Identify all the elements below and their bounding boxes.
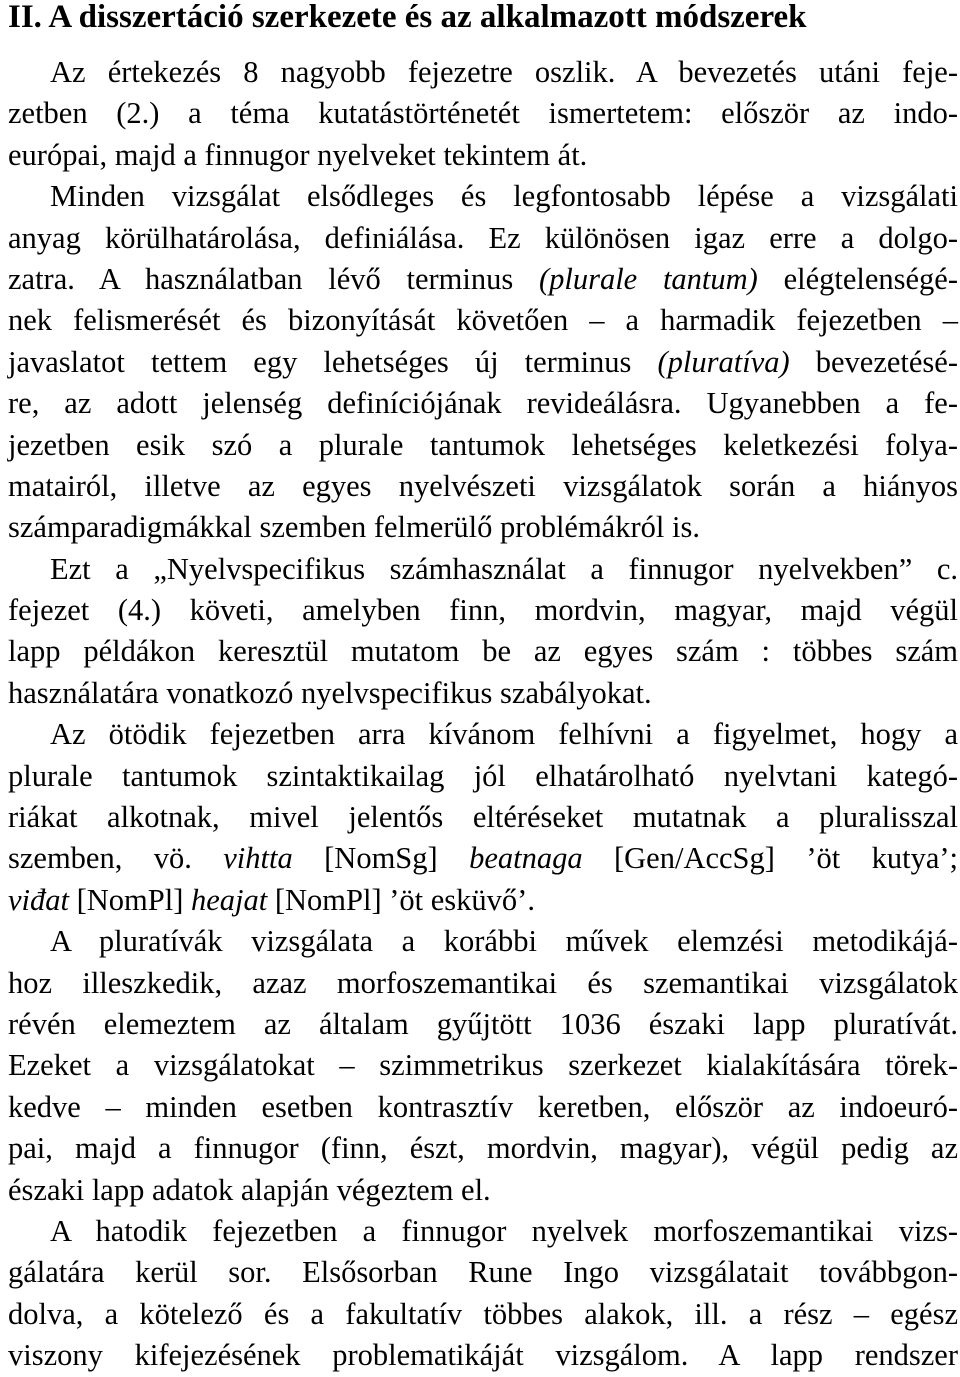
text-line xyxy=(8,1211,958,1252)
text-segment: lapp példákon keresztül mutatom be az egyes szám : többes szám xyxy=(8,634,958,669)
text-segment: révén elemeztem az általam gyűjtött 1036 északi lapp pluratívát. xyxy=(8,1006,958,1041)
text-segment: Az értekezés 8 nagyobb fejezetre oszlik. A bevezetés utáni feje- xyxy=(50,55,958,89)
text-segment: Minden vizsgálat elsődleges és legfontosabb lépése a vizsgálati xyxy=(50,179,958,214)
text-line xyxy=(8,756,958,797)
italic-term: (pluratíva) xyxy=(657,344,790,379)
text-line xyxy=(8,1087,958,1128)
text-segment: gálatára kerül sor. Elsősorban Rune Ingo vizsgálatait továbbgon- xyxy=(8,1255,958,1290)
text-segment: zatra. A használatban lévő terminus xyxy=(8,261,539,296)
section-heading: II. A disszertáció szerkezete és az alkalmazott módszerek xyxy=(8,0,807,35)
text-segment: matairól, illetve az egyes nyelvészeti vizsgálatok során a hiányos xyxy=(8,468,958,503)
italic-term: (plurale tantum) xyxy=(538,261,758,296)
text-segment: számparadigmákkal szemben felmerülő problémákról is. xyxy=(8,510,700,545)
text-segment: A hatodik fejezetben a finnugor nyelvek morfoszemantikai vizs- xyxy=(50,1213,958,1248)
text-segment: fejezet (4.) követi, amelyben finn, mordvin, magyar, majd végül xyxy=(8,593,958,628)
text-line xyxy=(8,1170,958,1211)
text-segment: anyag körülhatárolása, definiálása. Ez különösen igaz erre a dolgo- xyxy=(8,220,958,255)
text-line xyxy=(8,714,958,755)
text-line xyxy=(8,383,958,424)
text-segment: re, az adott jelenség definíciójának revideálásra. Ugyanebben a fe- xyxy=(8,386,958,421)
text-segment: riákat alkotnak, mivel jelentős eltéréseket mutatnak a pluralisszal xyxy=(8,800,958,835)
text-segment: északi lapp adatok alapján végeztem el. xyxy=(8,1172,491,1207)
italic-term: vihtta xyxy=(223,841,293,876)
text-line xyxy=(8,1045,958,1086)
text-segment: A pluratívák vizsgálata a korábbi művek elemzési metodikájá- xyxy=(50,924,958,959)
text-segment: [NomPl] ’öt esküvő’. xyxy=(267,882,535,917)
text-line xyxy=(8,176,958,217)
text-segment: kedve – minden esetben kontrasztív keretben, először az indoeuró- xyxy=(8,1089,958,1124)
text-line xyxy=(8,921,958,962)
text-line xyxy=(8,300,958,341)
text-segment: bevezetésé- xyxy=(789,344,958,379)
text-line xyxy=(8,135,958,176)
text-line xyxy=(8,342,958,383)
document-page xyxy=(8,0,958,1377)
text-segment: jezetben esik szó a plurale tantumok lehetséges keletkezési folya- xyxy=(8,427,958,462)
text-line xyxy=(8,590,958,631)
text-line xyxy=(8,673,958,714)
text-line xyxy=(8,631,958,672)
text-segment: plurale tantumok szintaktikailag jól elhatárolható nyelvtani kategó- xyxy=(8,758,958,793)
text-line xyxy=(8,52,958,93)
italic-term: beatnaga xyxy=(469,841,583,876)
text-line xyxy=(8,880,958,921)
text-segment: Ezt a „Nyelvspecifikus számhasználat a finnugor nyelvekben” c. xyxy=(50,551,958,586)
text-line xyxy=(8,1335,958,1376)
text-line xyxy=(8,797,958,838)
text-line xyxy=(8,93,958,134)
text-segment: európai, majd a finnugor nyelveket tekintem át. xyxy=(8,137,588,172)
text-line xyxy=(8,838,958,879)
text-segment: viszony kifejezésének problematikáját vizsgálom. A lapp rendszer xyxy=(8,1338,958,1373)
text-line xyxy=(8,549,958,590)
text-line xyxy=(8,466,958,507)
text-segment: Ezeket a vizsgálatokat – szimmetrikus szerkezet kialakítására törek- xyxy=(8,1048,958,1083)
text-segment: használatára vonatkozó nyelvspecifikus szabályokat. xyxy=(8,675,652,710)
text-segment: nek felismerését és bizonyítását követően – a harmadik fejezetben – xyxy=(8,303,958,338)
text-line xyxy=(8,1004,958,1045)
text-segment: [Gen/AccSg] ’öt kutya’; xyxy=(582,841,958,876)
text-segment: szemben, vö. xyxy=(8,841,224,876)
text-line xyxy=(8,1294,958,1335)
text-segment: zetben (2.) a téma kutatástörténetét ismertetem: először az indo- xyxy=(8,96,958,131)
text-segment: pai, majd a finnugor (finn, észt, mordvin, magyar), végül pedig az xyxy=(8,1131,958,1166)
text-segment: [NomPl] xyxy=(69,882,191,917)
italic-term: viđat xyxy=(8,882,69,917)
text-line xyxy=(8,963,958,1004)
text-segment: [NomSg] xyxy=(292,841,470,876)
text-line xyxy=(8,425,958,466)
text-segment: dolva, a kötelező és a fakultatív többes alakok, ill. a rész – egész xyxy=(8,1296,958,1331)
italic-term: heajat xyxy=(191,882,268,917)
text-segment: elégtelenségé- xyxy=(757,261,958,296)
text-segment: hoz illeszkedik, azaz morfoszemantikai és szemantikai vizsgálatok xyxy=(8,965,958,1000)
text-segment: Az ötödik fejezetben arra kívánom felhívni a figyelmet, hogy a xyxy=(50,717,958,752)
text-line xyxy=(8,218,958,259)
text-line xyxy=(8,1252,958,1293)
text-line xyxy=(8,507,958,548)
text-line xyxy=(8,1128,958,1169)
text-segment: javaslatot tettem egy lehetséges új terminus xyxy=(8,344,658,379)
body-text xyxy=(8,52,958,1377)
text-line xyxy=(8,259,958,300)
